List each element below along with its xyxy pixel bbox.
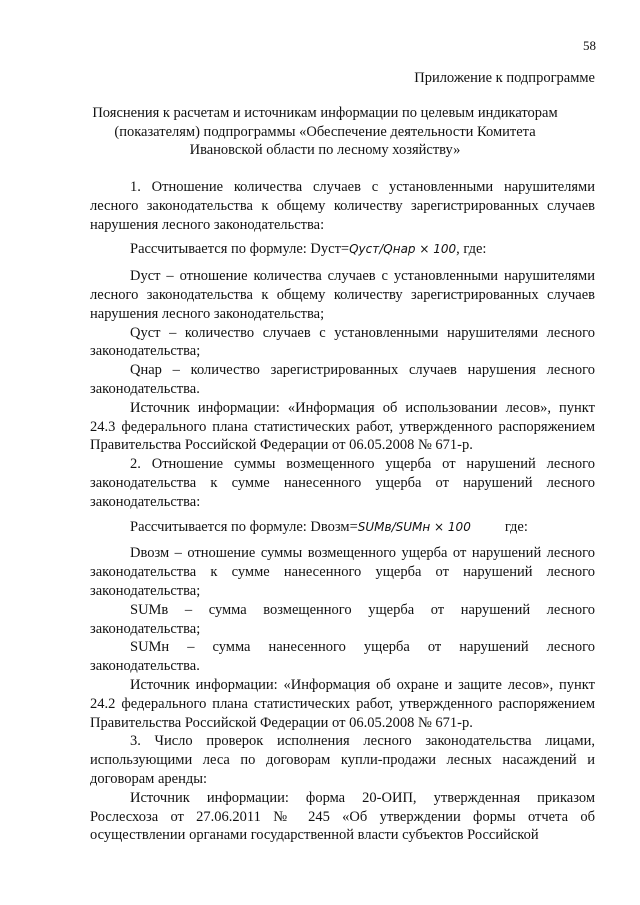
page-number: 58 [583,38,596,53]
appendix-label: Приложение к подпрограмме [414,70,595,86]
item-1-formula-tail: , где: [456,241,487,258]
item-2-def-2: SUMв – сумма возмещенного ущерба от нарушений лесного законодательства; [90,601,595,637]
item-1-formula-lead: Рассчитывается по формуле: Dуст= [130,241,350,258]
item-2-formula-lead: Рассчитывается по формуле: Dвозм= [130,518,358,535]
item-2-def-1: Dвозм – отношение суммы возмещенного ущерба от нарушений лесного законодательства к сумме нанесенного ущерба от нарушений лесного законодательства; [90,545,595,599]
document-title: Пояснения к расчетам и источникам информации по целевым индикаторам (показателям) подпрограммы «Обеспечение деятельности Комитета Ивановской области по лесному хозяйству» [92,105,558,158]
item-1-def-3: Qнар – количество зарегистрированных случаев нарушения лесного законодательства. [90,362,595,397]
item-3-source: Источник информации: форма 20-ОИП, утвержденная приказом Рослесхоза от 27.06.2011 № 245 «Об утверждении формы отчета об осуществлении органами государственной власти субъектов Российской [90,789,595,844]
item-3-heading: 3. Число проверок исполнения лесного законодательства лицами, использующими леса по договорам купли-продажи лесных насаждений и договорам аренды: [90,733,595,787]
item-1-source: Источник информации: «Информация об использовании лесов», пункт 24.3 федерального плана статистических работ, утвержденного распоряжением Правительства Российской Федерации от 06.05.2008 № 671-р. [90,399,595,454]
item-2-formula-math: SUMв/SUMн × 100 [357,519,471,534]
item-2-heading: 2. Отношение суммы возмещенного ущерба от нарушений лесного законодательства к сумме нанесенного ущерба от нарушений лесного законодательства: [90,456,595,510]
item-2-source: Источник информации: «Информация об охране и защите лесов», пункт 24.2 федерального плана статистических работ, утвержденного распоряжением Правительства Российской Федерации от 06.05.2008 № 671-р. [90,676,595,731]
item-2-formula-tail: где: [504,518,528,535]
item-2-formula [90,518,595,537]
item-1-heading: 1. Отношение количества случаев с установленными нарушителями лесного законодательства к общему количеству зарегистрированных случаев нарушения лесного законодательства: [90,179,595,233]
item-1-formula [90,240,595,259]
document-body [90,178,595,845]
item-1-formula-math: Qуст/Qнар × 100 [349,242,457,257]
item-1-def-1: Dуст – отношение количества случаев с установленными нарушителями лесного законодательства к общему количеству зарегистрированных случаев нарушения лесного законодательства; [90,268,595,322]
item-2-def-3: SUMн – сумма нанесенного ущерба от нарушений лесного законодательства. [90,639,595,675]
item-1-def-2: Qуст – количество случаев с установленными нарушителями лесного законодательства; [90,324,595,360]
